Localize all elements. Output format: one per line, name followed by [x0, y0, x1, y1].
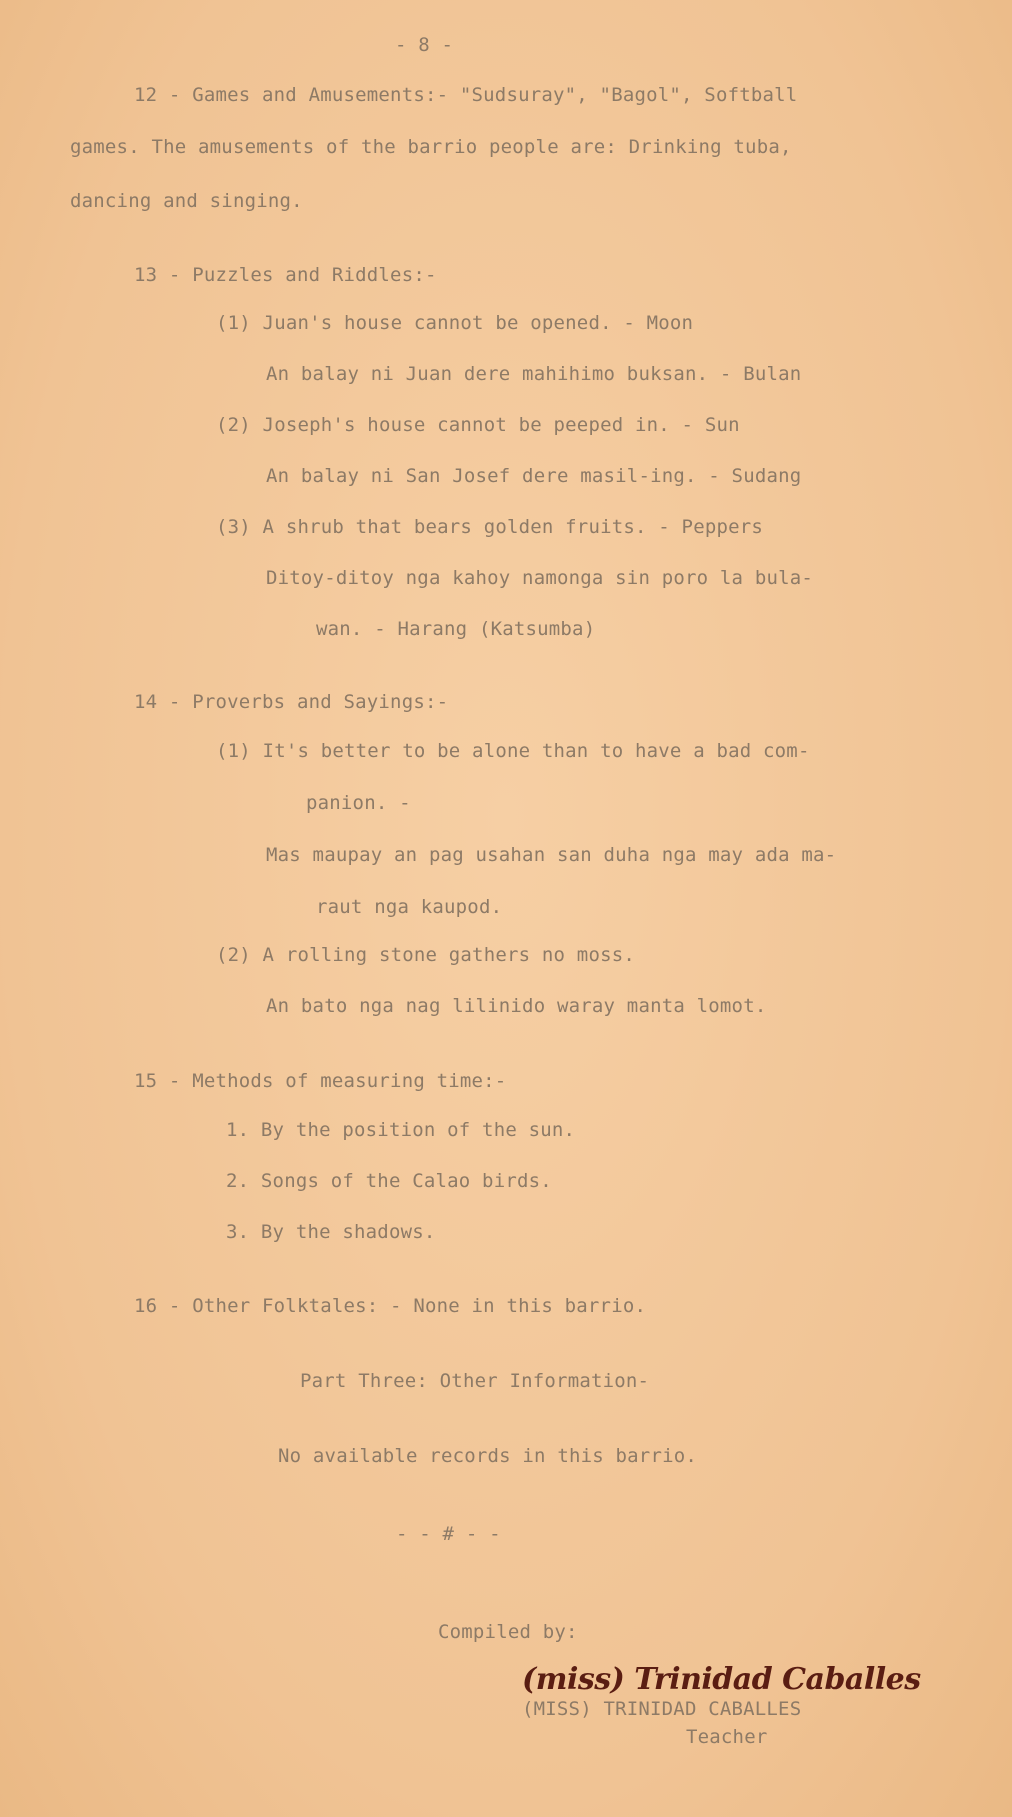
time-method-item: 2. Songs of the Calao birds.	[226, 1170, 552, 1192]
riddle-english: (2) Joseph's house cannot be peeped in. - Sun	[216, 414, 740, 436]
proverb-local: raut nga kaupod.	[316, 896, 503, 918]
proverb-local: Mas maupay an pag usahan san duha nga may ada ma-	[266, 844, 837, 866]
proverb-english: panion. -	[306, 792, 411, 814]
part-three-title: Part Three: Other Information-	[300, 1370, 650, 1392]
section-12-line: games. The amusements of the barrio people are: Drinking tuba,	[70, 136, 792, 158]
handwritten-signature: (miss) Trinidad Caballes	[522, 1662, 921, 1697]
riddle-local: wan. - Harang (Katsumba)	[316, 618, 596, 640]
riddle-english: (1) Juan's house cannot be opened. - Moon	[216, 312, 694, 334]
page-number: - 8 -	[395, 34, 454, 56]
section-12-line: dancing and singing.	[70, 190, 303, 212]
time-method-item: 1. By the position of the sun.	[226, 1119, 576, 1141]
riddle-local: An balay ni San Josef dere masil-ing. - Sudang	[266, 465, 802, 487]
section-13-heading: 13 - Puzzles and Riddles:-	[134, 264, 437, 286]
compiled-by-label: Compiled by:	[438, 1621, 578, 1643]
proverb-english: (2) A rolling stone gathers no moss.	[216, 944, 636, 966]
compiler-title: Teacher	[686, 1726, 768, 1748]
proverb-english: (1) It's better to be alone than to have a bad com-	[216, 740, 810, 762]
section-16-heading: 16 - Other Folktales: - None in this barrio.	[134, 1295, 647, 1317]
end-mark: - - # - -	[396, 1523, 501, 1545]
riddle-local: An balay ni Juan dere mahihimo buksan. - Bulan	[266, 363, 802, 385]
riddle-english: (3) A shrub that bears golden fruits. - Peppers	[216, 516, 764, 538]
proverb-local: An bato nga nag lilinido waray manta lomot.	[266, 995, 767, 1017]
section-12-heading: 12 - Games and Amusements:- "Sudsuray", "Bagol", Softball	[134, 84, 798, 106]
time-method-item: 3. By the shadows.	[226, 1221, 436, 1243]
riddle-local: Ditoy-ditoy nga kahoy namonga sin poro la bula-	[266, 567, 814, 589]
compiler-name: (MISS) TRINIDAD CABALLES	[522, 1698, 802, 1720]
section-15-heading: 15 - Methods of measuring time:-	[134, 1070, 507, 1092]
part-three-text: No available records in this barrio.	[278, 1445, 698, 1467]
section-14-heading: 14 - Proverbs and Sayings:-	[134, 691, 449, 713]
